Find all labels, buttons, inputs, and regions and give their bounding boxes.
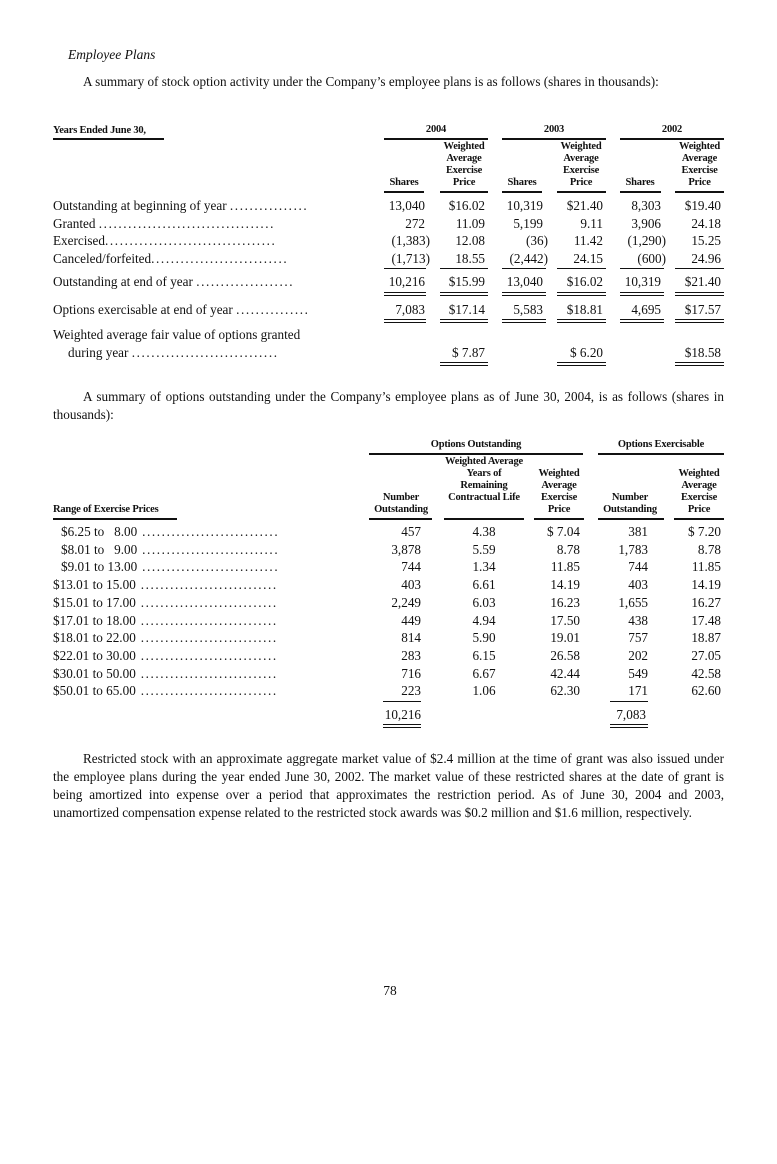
col-price-2004: Weighted Average Exercise Price [443,141,485,188]
col-rule [620,191,661,193]
row-label: Granted [53,216,96,231]
stub-underline [53,138,164,140]
total-double-rule [675,319,724,323]
cell: 7,083 [395,302,425,317]
cell: 10,319 [506,198,543,213]
cell: 62.30 [550,683,580,699]
cell: 42.44 [550,665,580,681]
cell: 16.23 [550,594,580,610]
cell: 27.05 [691,647,721,663]
row-label: Weighted average fair value of options granted [53,327,301,342]
col-rule [502,191,542,193]
total-double-rule [502,319,546,323]
price-range-label: $15.01 to 17.00 [53,594,136,610]
cell: 16.27 [691,594,721,610]
col-rule [598,518,664,520]
total-double-rule [440,319,488,323]
total-double-rule [620,319,664,323]
col-exercisable-price: Weighted Average Exercise Price [678,468,720,515]
cell: (1,713) [391,251,430,266]
cell: 15.25 [691,233,721,248]
cell: 5.90 [472,630,496,646]
subtotal-rule [502,268,546,269]
cell: $ 7.87 [452,345,485,360]
col-number-exercisable: Number Outstanding [603,492,657,515]
cell: 6.15 [472,647,496,663]
intro-paragraph-1: A summary of stock option activity under the Company’s employee plans is as follows (shares in thousands): [83,74,659,89]
cell: 10,319 [624,274,661,289]
cell: 8,303 [631,198,661,213]
row-label: Options exercisable at end of year [53,302,233,317]
cell: 42.58 [691,665,721,681]
subtotal-rule [383,701,421,702]
cell: 744 [628,559,648,575]
cell: $15.99 [448,274,485,289]
subtotal-rule [610,701,648,702]
subtotal-rule [620,268,664,269]
cell: 744 [401,559,421,575]
cell: 403 [401,577,421,593]
cell: 9.11 [580,216,603,231]
cell: 6.61 [472,577,496,593]
total-double-rule [383,724,421,728]
cell: 1,655 [618,594,648,610]
cell: 403 [628,577,648,593]
cell: 18.55 [455,251,485,266]
col-shares-2003: Shares [507,177,537,188]
group-header-exercisable: Options Exercisable [617,439,705,450]
cell: 14.19 [691,577,721,593]
cell: (36) [526,233,548,248]
price-range-label: $22.01 to 30.00 [53,647,136,663]
cell: 171 [628,683,648,699]
total-double-rule [610,724,648,728]
total-outstanding: 10,216 [384,707,421,722]
col-shares-2004: Shares [389,177,419,188]
stub-underline [53,518,177,520]
cell: $16.02 [566,274,603,289]
cell: 381 [628,524,648,539]
cell: $19.40 [684,198,721,213]
group-rule [598,453,724,455]
page-number: 78 [383,983,397,998]
total-double-rule [384,292,426,296]
col-outstanding-price: Weighted Average Exercise Price [538,468,580,515]
cell: 17.50 [550,612,580,628]
cell: $16.02 [448,198,485,213]
cell: 5,199 [513,216,543,231]
cell: $ 7.20 [688,524,721,539]
total-double-rule [557,362,606,366]
col-number-outstanding: Number Outstanding [374,492,428,515]
cell: 24.15 [573,251,603,266]
total-double-rule [440,292,488,296]
cell: 10,216 [388,274,425,289]
cell: 223 [401,683,421,699]
col-shares-2002: Shares [625,177,655,188]
cell: $17.14 [448,302,485,317]
cell: $21.40 [684,274,721,289]
row-label: Canceled/forfeited [53,251,152,266]
cell: 11.09 [455,216,485,231]
cell: 11.42 [573,233,603,248]
cell: 19.01 [550,630,580,646]
price-range-label: $8.01 to 9.00 [61,541,138,557]
year-rule-2003 [502,138,606,140]
cell: $ 6.20 [570,345,603,360]
cell: 11.85 [691,559,721,575]
year-header-2003: 2003 [543,124,565,135]
row-label: Outstanding at end of year [53,274,193,289]
col-rule [674,518,724,520]
cell: 814 [401,630,421,646]
total-double-rule [384,319,426,323]
col-rule [440,191,488,193]
restricted-stock-paragraph: Restricted stock with an approximate aggregate market value of $2.4 million at the time of grant was also issued under the employee plans during the year ended June 30, 2002. The market value of these restricted shares at the date of grant is being amortized into expense over a period that approximates the restriction period. As of June 30, 2004 and 2003, unamortized compensation expense related to the restricted stock awards was $0.2 million and $1.6 million, respectively. [53,751,724,820]
cell: 18.87 [691,630,721,646]
col-rule [444,518,524,520]
cell: 8.78 [697,541,721,557]
row-label: Exercised [53,233,105,248]
cell: 438 [628,612,648,628]
table2-stub-header: Range of Exercise Prices [53,504,159,515]
cell: (1,383) [391,233,430,248]
cell: 62.60 [691,683,721,699]
price-range-label: $6.25 to 8.00 [61,524,138,539]
col-rule [384,191,424,193]
cell: 757 [628,630,648,646]
total-double-rule [675,292,724,296]
year-header-2004: 2004 [425,124,447,135]
total-double-rule [557,319,606,323]
total-double-rule [620,292,664,296]
col-rule [557,191,606,193]
subtotal-rule [557,268,606,269]
col-rule [675,191,724,193]
cell: 26.58 [550,647,580,663]
cell: 13,040 [506,274,543,289]
price-range-label: $9.01 to 13.00 [61,559,138,575]
col-rule [369,518,432,520]
group-header-outstanding: Options Outstanding [430,439,522,450]
section-title: Employee Plans [68,47,156,62]
total-double-rule [675,362,724,366]
cell: (2,442) [509,251,548,266]
cell: 3,878 [391,541,421,557]
cell: 457 [401,524,421,539]
col-price-2002: Weighted Average Exercise Price [679,141,720,188]
group-rule [369,453,583,455]
cell: 449 [401,612,421,628]
cell: 24.96 [691,251,721,266]
cell: 1.34 [472,559,496,575]
total-exercisable: 7,083 [616,707,646,722]
subtotal-rule [675,268,724,269]
cell: 283 [401,647,421,663]
cell: $17.57 [684,302,721,317]
cell: 6.03 [472,594,496,610]
total-double-rule [440,362,488,366]
row-label: Outstanding at beginning of year [53,198,227,213]
year-rule-2004 [384,138,488,140]
cell: 13,040 [388,198,425,213]
cell: 14.19 [550,577,580,593]
cell: 1.06 [472,683,496,699]
intro-paragraph-2: A summary of options outstanding under the Company’s employee plans as of June 30, 2004, is as follows (shares in thousands): [53,389,724,422]
cell: 5,583 [513,302,543,317]
cell: (600) [637,251,666,266]
row-label-continued: during year [68,345,129,360]
cell: $ 7.04 [547,524,580,539]
cell: 202 [628,647,648,663]
subtotal-rule [384,268,426,269]
total-double-rule [557,292,606,296]
table1-stub-header: Years Ended June 30, [53,125,146,136]
cell: (1,290) [627,233,666,248]
cell: 272 [405,216,425,231]
cell: 4.38 [472,524,496,539]
cell: 8.78 [556,541,580,557]
cell: 11.85 [550,559,580,575]
cell: 17.48 [691,612,721,628]
subtotal-rule [440,268,488,269]
cell: 4,695 [631,302,661,317]
col-remaining-life: Weighted Average Years of Remaining Contractual Life [445,456,523,503]
cell: $21.40 [566,198,603,213]
cell: 12.08 [455,233,485,248]
cell: 1,783 [618,541,648,557]
cell: 6.67 [472,665,496,681]
price-range-label: $13.01 to 15.00 [53,577,136,593]
cell: $18.58 [684,345,721,360]
cell: 3,906 [631,216,661,231]
cell: 716 [401,665,421,681]
total-double-rule [502,292,546,296]
cell: 2,249 [391,594,421,610]
price-range-label: $50.01 to 65.00 [53,683,136,699]
price-range-label: $18.01 to 22.00 [53,630,136,646]
col-rule [534,518,584,520]
year-rule-2002 [620,138,724,140]
price-range-label: $30.01 to 50.00 [53,665,136,681]
price-range-label: $17.01 to 18.00 [53,612,136,628]
year-header-2002: 2002 [661,124,683,135]
col-price-2003: Weighted Average Exercise Price [560,141,602,188]
cell: 5.59 [472,541,496,557]
cell: $18.81 [566,302,603,317]
cell: 4.94 [472,612,496,628]
cell: 24.18 [691,216,721,231]
cell: 549 [628,665,648,681]
